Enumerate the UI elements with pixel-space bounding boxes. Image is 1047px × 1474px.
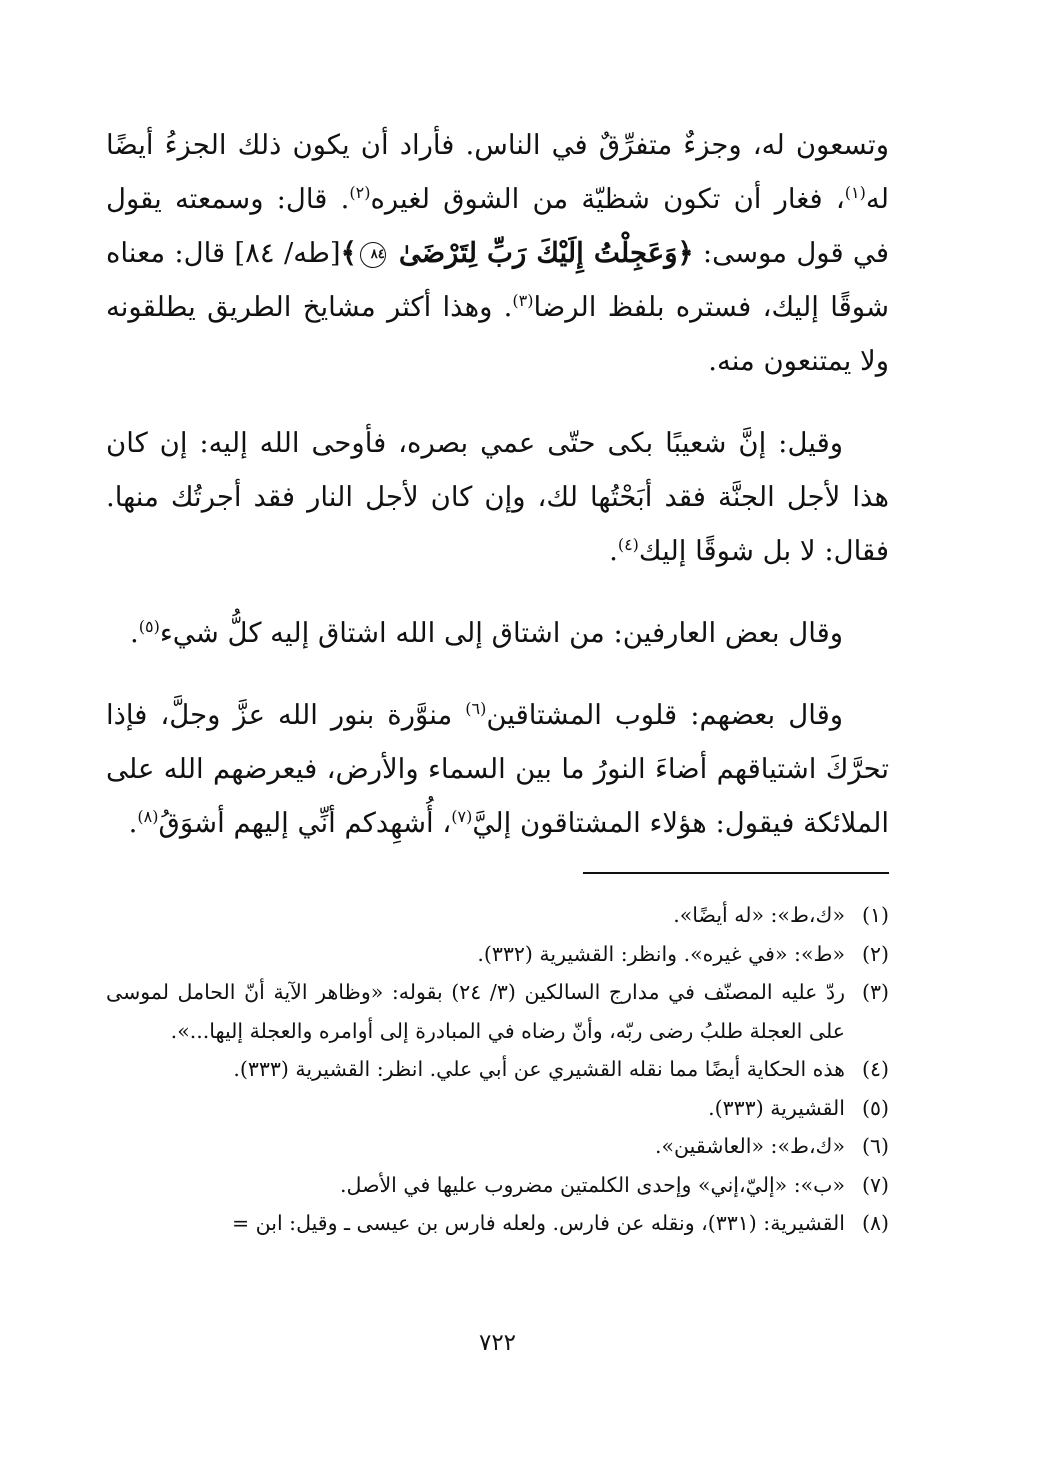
footnote-text: «ك،ط»: «له أيضًا». [673, 903, 845, 927]
quran-close-bracket: ﴾ [340, 237, 357, 269]
footnote-item [106, 1166, 889, 1205]
text-span: . وهذا أكثر مشايخ الطريق يطلقونه ولا يمتنعون منه. [106, 291, 889, 377]
footnote-text: «ك،ط»: «العاشقين». [655, 1134, 845, 1158]
footnote-item [106, 1050, 889, 1089]
footnote-ref-3[interactable]: (٣) [512, 290, 534, 310]
footnote-item [106, 935, 889, 974]
text-span: . [130, 617, 139, 649]
footnote-text: هذه الحكاية أيضًا مما نقله القشيري عن أبي علي. انظر: القشيرية (٣٣٣). [233, 1057, 845, 1081]
footnote-number: (٥) [861, 1095, 889, 1120]
footnote-ref-4[interactable]: (٤) [617, 534, 639, 554]
footnote-text: «ب»: «إليّ،إني» وإحدى الكلمتين مضروب عليها في الأصل. [340, 1172, 845, 1197]
text-span: وقال بعض العارفين: من اشتاق إلى الله اشتاق إليه كلُّ شيء [159, 617, 843, 649]
footnote-ref-1[interactable]: (١) [844, 182, 866, 202]
footnote-number: (٨) [861, 1211, 889, 1235]
footnote-item [106, 896, 889, 935]
text-span: وقال بعضهم: قلوب المشتاقين [486, 699, 844, 731]
footnote-text: ردّ عليه المصنّف في مدارج السالكين (٣/ ٢٤) بقوله: «وظاهر الآية أنّ الحامل لموسى على العجلة طلبُ رضى ربّه، وأنّ رضاه في المبادرة إلى أوامره والعجلة إليها...». [106, 980, 845, 1043]
paragraph-2 [106, 416, 889, 578]
footnote-number: (٢) [861, 941, 889, 966]
text-span: . قال: وسمعته يقول في قول موسى: [106, 183, 889, 269]
text-span: وتسعون له، وجزءٌ متفرِّقٌ في الناس. فأراد أن يكون ذلك الجزءُ أيضًا له [106, 129, 889, 215]
footnote-number: (٦) [861, 1134, 889, 1158]
text-span: . [128, 807, 138, 839]
footnote-text: «ط»: «في غيره». وانظر: القشيرية (٣٣٢). [477, 941, 845, 966]
paragraph-1 [106, 118, 889, 388]
footnote-item [106, 973, 889, 1050]
footnote-number: (٣) [861, 980, 889, 1004]
footnote-separator [583, 872, 889, 874]
text-span: [طه/ ٨٤] قال: معناه شوقًا إليك، فستره بلفظ الرضا [106, 237, 889, 323]
footnote-text: القشيرية: (٣٣١)، ونقله عن فارس. ولعله فارس بن عيسى ـ وقيل: ابن = [231, 1211, 845, 1235]
page [106, 118, 889, 1356]
paragraph-4 [106, 688, 889, 850]
footnote-text: القشيرية (٣٣٣). [708, 1095, 845, 1120]
footnotes-list [106, 896, 889, 1243]
footnote-number: (٤) [861, 1057, 889, 1081]
footnote-ref-6[interactable]: (٦) [465, 698, 487, 718]
paragraph-3 [106, 606, 889, 660]
quran-text: ﴿وَعَجِلْتُ إِلَيْكَ رَبِّ لِتَرْضَىٰ [398, 237, 694, 269]
footnote-ref-2[interactable]: (٢) [349, 182, 371, 202]
text-span: وقيل: إنَّ شعيبًا بكى حتّى عمي بصره، فأوحى الله إليه: إن كان هذا لأجل الجنَّة فقد أبَحْتُها لك، وإن كان لأجل النار فقد أجرتُك منها. فقال: لا بل شوقًا إليك [106, 427, 889, 567]
footnote-item [106, 1089, 889, 1128]
footnote-ref-8[interactable]: (٨) [137, 806, 159, 826]
text-span: ، أُشهِدكم أنِّي إليهم أشوَقُ [158, 807, 452, 839]
quran-verse [341, 237, 694, 269]
footnote-item [106, 1204, 889, 1243]
text-span: ، فغار أن تكون شظيّة من الشوق لغيره [370, 183, 845, 215]
footnote-item [106, 1127, 889, 1166]
footnote-number: (١) [861, 903, 889, 927]
text-span: . [609, 535, 618, 567]
ayah-number-mark: ٨٤ [360, 242, 386, 268]
page-number: ٧٢٢ [478, 1330, 517, 1356]
footnote-ref-5[interactable]: (٥) [138, 616, 160, 636]
footnote-number: (٧) [861, 1172, 889, 1197]
footnote-ref-7[interactable]: (٧) [451, 806, 473, 826]
text-span: منوَّرة بنور الله عزَّ وجلَّ، فإذا تحرَّكَ اشتياقهم أضاءَ النورُ ما بين السماء والأرض، فيعرضهم الله على الملائكة فيقول: هؤلاء المشتاقون إليَّ [106, 699, 889, 839]
